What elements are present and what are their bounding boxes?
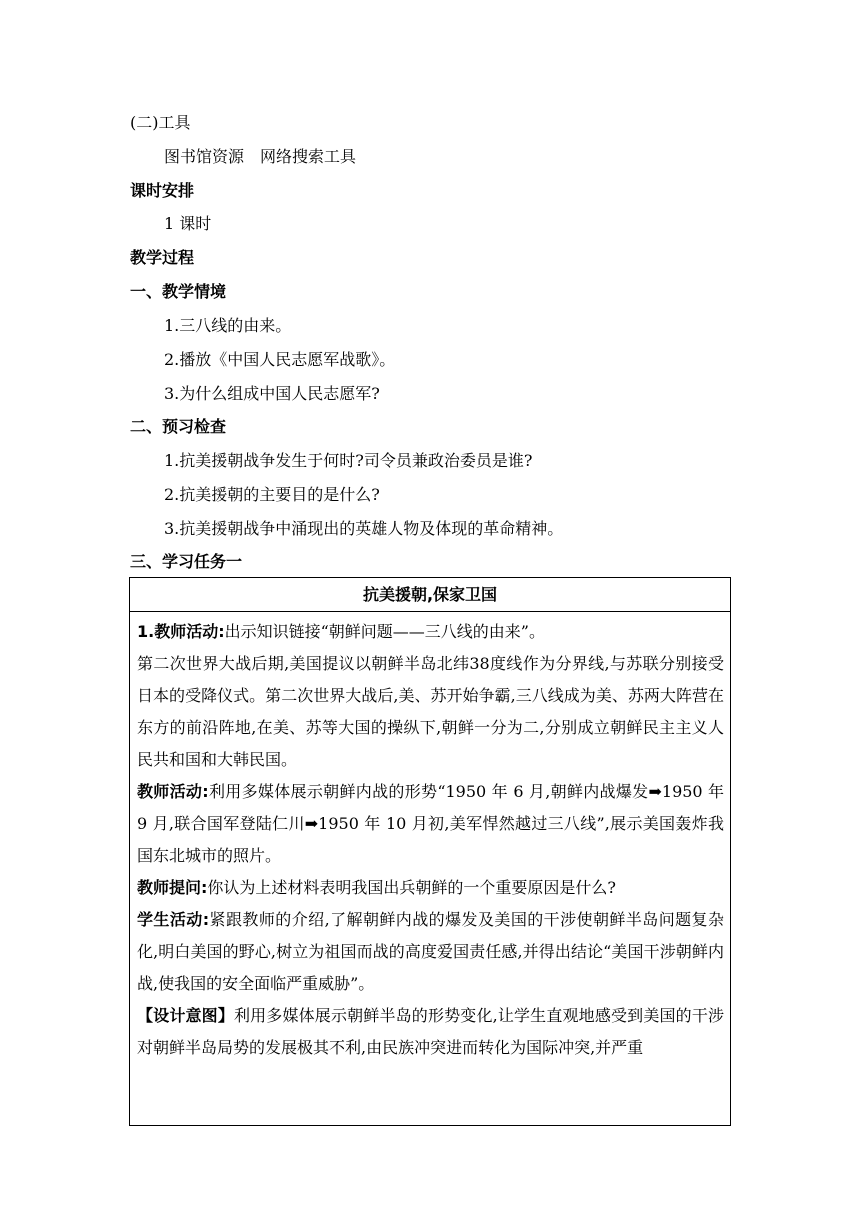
paragraph bbox=[137, 872, 724, 904]
schedule-heading: 课时安排 bbox=[130, 181, 195, 200]
section2-item: 2.抗美援朝的主要目的是什么? bbox=[164, 485, 380, 504]
schedule-value: 1 课时 bbox=[164, 214, 212, 233]
section3-heading: 三、学习任务一 bbox=[130, 552, 243, 571]
student-text: 紧跟教师的介绍,了解朝鲜内战的爆发及美国的干涉使朝鲜半岛问题复杂化,明白美国的野心,树立为祖国而战的高度爱国责任感,并得出结论“美国干涉朝鲜内战,使我国的安全面临严重威胁”。 bbox=[137, 910, 724, 993]
question-label: 教师提问: bbox=[137, 878, 208, 897]
section1-item: 2.播放《中国人民志愿军战歌》。 bbox=[164, 350, 396, 369]
paragraph bbox=[137, 904, 724, 1000]
student-label: 学生活动: bbox=[137, 910, 210, 929]
question-text: 你认为上述材料表明我国出兵朝鲜的一个重要原因是什么? bbox=[207, 878, 616, 897]
activity-label: 教师活动: bbox=[137, 782, 209, 801]
design-intent-label: 【设计意图】 bbox=[137, 1006, 234, 1025]
table-content bbox=[130, 612, 731, 1126]
learning-task-table bbox=[129, 577, 731, 1126]
section2-item: 1.抗美援朝战争发生于何时?司令员兼政治委员是谁? bbox=[164, 451, 533, 470]
table-title: 抗美援朝,保家卫国 bbox=[130, 578, 731, 612]
process-heading: 教学过程 bbox=[130, 248, 195, 267]
activity-text: 出示知识链接“朝鲜问题——三八线的由来”。 bbox=[224, 622, 545, 641]
section2-item: 3.抗美援朝战争中涌现出的英雄人物及体现的革命精神。 bbox=[164, 519, 564, 538]
paragraph bbox=[137, 616, 724, 648]
paragraph bbox=[137, 1000, 724, 1064]
section1-heading: 一、教学情境 bbox=[130, 282, 227, 301]
section2-heading: 二、预习检查 bbox=[130, 417, 227, 436]
section1-item: 3.为什么组成中国人民志愿军? bbox=[164, 384, 380, 403]
paragraph: 第二次世界大战后期,美国提议以朝鲜半岛北纬38度线作为分界线,与苏联分别接受日本的受降仪式。第二次世界大战后,美、苏开始争霸,三八线成为美、苏两大阵营在东方的前沿阵地,在美、苏等大国的操纵下,朝鲜一分为二,分别成立朝鲜民主主义人民共和国和大韩民国。 bbox=[137, 654, 724, 769]
tools-heading: (二)工具 bbox=[130, 113, 191, 132]
activity-label: 1.教师活动: bbox=[137, 622, 225, 641]
paragraph bbox=[137, 776, 724, 872]
design-intent-text: 利用多媒体展示朝鲜半岛的形势变化,让学生直观地感受到美国的干涉对朝鲜半岛局势的发展极其不利,由民族冲突进而转化为国际冲突,并严重 bbox=[137, 1006, 724, 1057]
section1-item: 1.三八线的由来。 bbox=[164, 316, 292, 335]
tools-items: 图书馆资源 网络搜索工具 bbox=[164, 147, 357, 166]
activity-text: 利用多媒体展示朝鲜内战的形势“1950 年 6 月,朝鲜内战爆发➡1950 年 9 月,联合国军登陆仁川➡1950 年 10 月初,美军悍然越过三八线”,展示美国轰炸我国东北城市的照片。 bbox=[137, 782, 724, 865]
